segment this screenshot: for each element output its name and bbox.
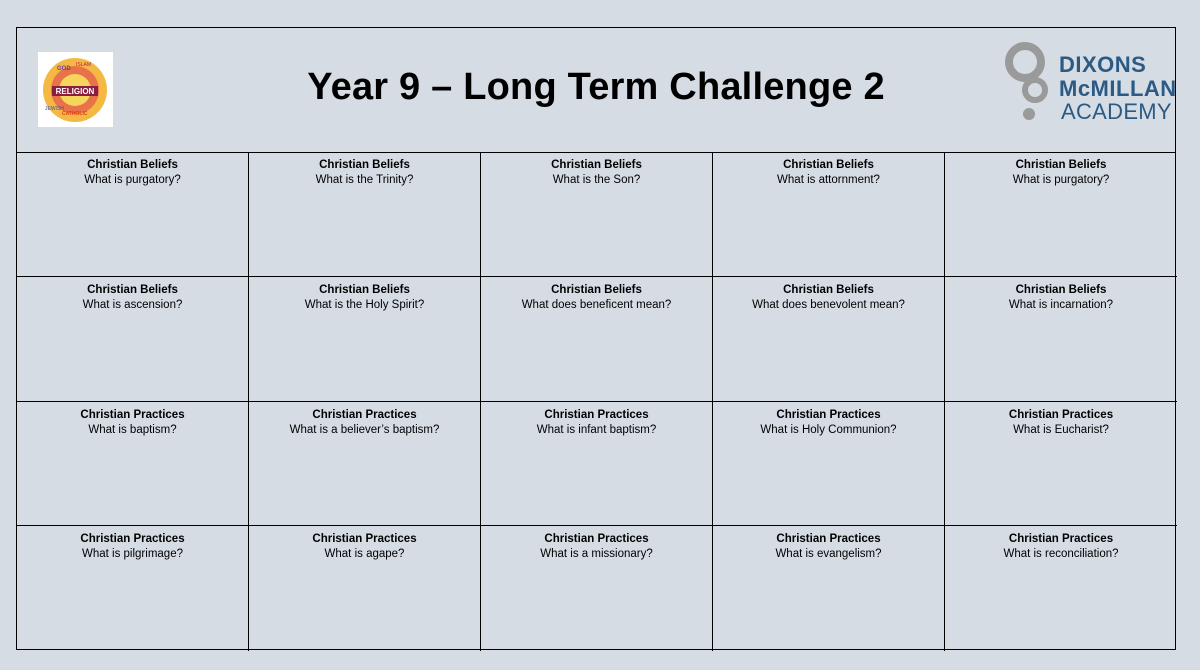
grid-cell	[481, 152, 713, 277]
dixons-mcmillan-logo	[1005, 42, 1177, 128]
cell-category: Christian Beliefs	[551, 159, 642, 171]
logo-word-god: GOD	[57, 66, 71, 72]
dixons-mark-icon	[1005, 42, 1057, 128]
cell-category: Christian Beliefs	[319, 283, 410, 296]
cell-category: Christian Practices	[1008, 533, 1114, 546]
cell-category: Christian Beliefs	[783, 283, 874, 296]
grid-cell	[17, 277, 249, 402]
cell-category: Christian Beliefs	[1015, 283, 1107, 296]
grid-cell	[945, 526, 1177, 651]
cell-category: Christian Beliefs	[87, 159, 178, 171]
cell-category: Christian Practices	[312, 533, 417, 546]
grid-cell	[249, 402, 481, 527]
cell-category: Christian Practices	[80, 533, 185, 546]
cell-question: What is the Holy Spirit?	[304, 298, 425, 311]
cell-category: Christian Practices	[80, 408, 185, 421]
cell-category: Christian Practices	[544, 408, 649, 421]
cell-category: Christian Beliefs	[319, 159, 410, 171]
cell-question: What is baptism?	[88, 423, 177, 436]
grid-cell	[249, 526, 481, 651]
grid-cell	[945, 402, 1177, 527]
cell-category: Christian Practices	[544, 533, 649, 546]
cell-question: What does beneficent mean?	[521, 298, 672, 311]
grid-cell	[17, 152, 249, 277]
cell-category: Christian Beliefs	[783, 159, 874, 171]
cell-category: Christian Practices	[776, 533, 881, 546]
cell-question: What is a believer’s baptism?	[289, 423, 440, 436]
page-title: Year 9 – Long Term Challenge 2	[307, 66, 885, 108]
grid-cell	[713, 526, 945, 651]
grid-cell	[17, 402, 249, 527]
cell-question: What is reconciliation?	[1003, 548, 1119, 561]
logo-word-religion: RELIGION	[55, 87, 95, 96]
cell-question: What is attornment?	[777, 174, 880, 186]
grid-cell	[17, 526, 249, 651]
cell-category: Christian Practices	[312, 408, 417, 421]
grid-cell	[481, 277, 713, 402]
logo-text-dixons: DIXONS	[1059, 52, 1147, 77]
cell-question: What is pilgrimage?	[82, 548, 183, 561]
cell-question: What is purgatory?	[1012, 174, 1110, 186]
cell-question: What is the Son?	[552, 174, 641, 186]
cell-question: What is Eucharist?	[1013, 423, 1109, 436]
cell-question: What is a missionary?	[540, 548, 653, 561]
cell-category: Christian Beliefs	[1015, 159, 1107, 171]
logo-word-islam: ISLAM	[76, 62, 92, 68]
cell-question: What is Holy Communion?	[760, 423, 897, 436]
cell-question: What is infant baptism?	[536, 423, 657, 436]
cell-question: What is agape?	[324, 548, 405, 561]
grid-cell	[481, 402, 713, 527]
cell-question: What does benevolent mean?	[752, 298, 905, 311]
grid-cell	[481, 526, 713, 651]
logo-word-catholic: CATHOLIC	[62, 111, 88, 117]
cell-question: What is ascension?	[82, 298, 183, 311]
cell-question: What is purgatory?	[84, 174, 181, 186]
cell-category: Christian Beliefs	[87, 283, 178, 296]
logo-word-jewish: JEWISH	[45, 106, 64, 112]
grid-cell	[945, 277, 1177, 402]
cell-category: Christian Beliefs	[551, 283, 642, 296]
slide-header	[17, 28, 1175, 153]
cell-question: What is the Trinity?	[315, 174, 414, 186]
slide	[16, 27, 1176, 650]
grid-cell	[713, 152, 945, 277]
grid-cell	[713, 402, 945, 527]
grid-cell	[713, 277, 945, 402]
grid-cell	[945, 152, 1177, 277]
cell-question: What is incarnation?	[1008, 298, 1114, 311]
grid-cell	[249, 152, 481, 277]
cell-question: What is evangelism?	[775, 548, 882, 561]
logo-text-academy: ACADEMY	[1061, 99, 1172, 124]
logo-text-mcmillan: McMILLAN	[1059, 76, 1177, 101]
cell-category: Christian Practices	[776, 408, 881, 421]
grid-cell	[249, 277, 481, 402]
cell-category: Christian Practices	[1008, 408, 1114, 421]
challenge-grid	[17, 152, 1177, 651]
